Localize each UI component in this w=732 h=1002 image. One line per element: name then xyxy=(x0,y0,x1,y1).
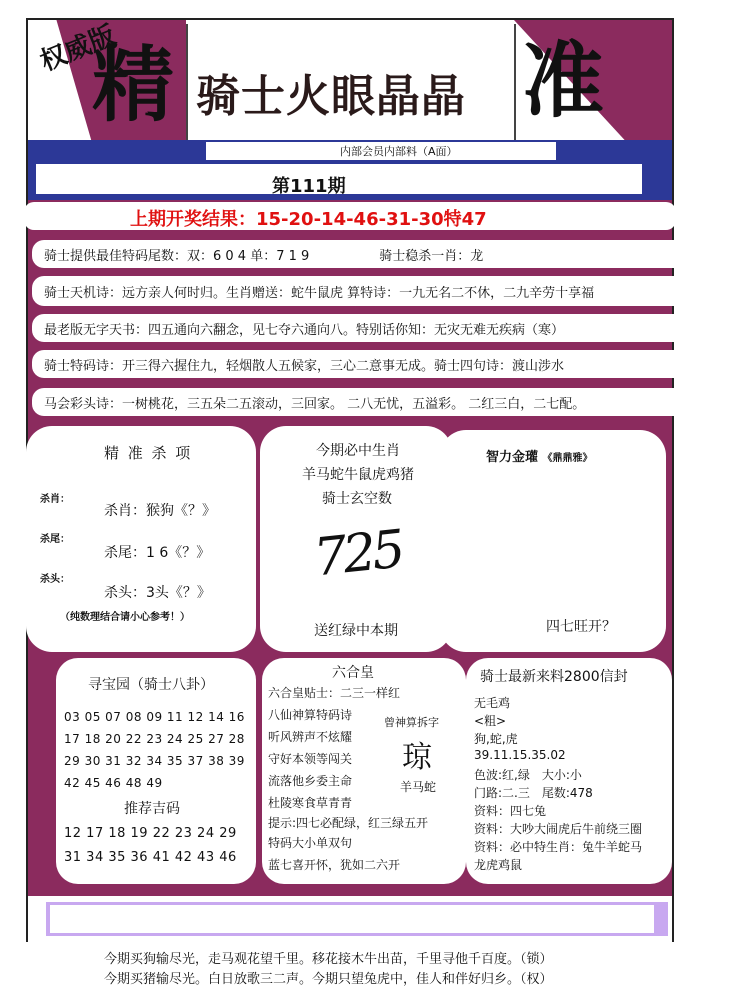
liuhe-side-label: 曾神算拆字 xyxy=(384,716,439,729)
info-line-4-text: 骑士特码诗：开三得六握住九，轻烟散人五候家，三心二意事无成。骑士四句诗：渡山涉水 xyxy=(44,358,565,374)
treasure-row-1: 03 05 07 08 09 11 12 14 16 xyxy=(64,710,245,724)
info-line-4 xyxy=(32,350,694,378)
info-line-1 xyxy=(32,240,694,268)
result-label: 上期开奖结果： xyxy=(130,209,256,230)
issue-number: 第111期 xyxy=(272,176,346,197)
liuhe-line-9: 蓝七喜开怀，犹如二六开 xyxy=(268,858,401,872)
letter-line-9: 资料：必中特生肖：兔牛羊蛇马 xyxy=(474,840,643,854)
treasure-row-3: 29 30 31 32 34 35 37 38 39 xyxy=(64,754,245,768)
info-line-3-text: 最老版无字天书：四五通向六翻念，见七夺六通向八。特别话你知：无灾无难无疾病（寒） xyxy=(44,322,565,338)
liuhe-line-6: 杜陵寒食草青青 xyxy=(268,796,353,810)
kill-head-text: 杀头：3头《？》 xyxy=(104,585,211,601)
kill-tail-text: 杀尾：1 6《？》 xyxy=(104,545,211,561)
letter-line-8: 资料：大吵大闹虎后牛前绕三圈 xyxy=(474,822,643,836)
info-line-5 xyxy=(32,388,694,416)
liuhe-line-8: 特码大小单双句 xyxy=(268,836,353,850)
letter-line-2: <粗> xyxy=(474,714,507,728)
info-line-5-text: 马会彩头诗：一树桃花，三五朵二五滚动，三回家。 二八无忧，五溢彩。 二红三白，二七配。 xyxy=(44,396,586,412)
kill-note: （纯数理结合请小心参考！） xyxy=(60,612,190,623)
zodiac-title: 今期必中生肖 xyxy=(316,443,400,459)
liuhe-side-animals: 羊马蛇 xyxy=(400,780,437,794)
handwritten-number: 725 xyxy=(311,519,405,589)
kill-tag-tail: 杀尾： xyxy=(40,534,70,545)
footer-line-1: 今期买狗输尽光，走马观花望千里。移花接木牛出苗，千里寻他千百度。（锁） xyxy=(104,952,553,967)
lucky-row-1: 12 17 18 19 22 23 24 29 xyxy=(64,826,237,841)
wisdom-title xyxy=(486,446,593,465)
right-big-char: 准 xyxy=(522,33,605,129)
treasure-title: 寻宝园（骑士八卦） xyxy=(88,677,214,693)
letter-line-7: 资料：四七兔 xyxy=(474,804,547,818)
kill-tag-head: 杀头： xyxy=(40,574,70,585)
kill-tag-zodiac: 杀肖： xyxy=(40,494,70,505)
info-line-1-text: 骑士提供最佳特码尾数：双：6 0 4 单：7 1 9 xyxy=(44,248,310,264)
letter-line-6: 门路:二.三 尾数:478 xyxy=(474,786,593,800)
lucky-title: 推荐吉码 xyxy=(124,801,180,817)
info-line-3 xyxy=(32,314,694,342)
info-line-1-extra: 骑士稳杀一肖：龙 xyxy=(379,248,484,264)
zodiac-footer: 送红绿中本期 xyxy=(314,623,398,639)
kill-panel-title: 精 准 杀 项 xyxy=(104,444,193,462)
wisdom-subtitle: 《鼎鼎雅》 xyxy=(542,453,593,464)
zodiac-animals: 羊马蛇牛鼠虎鸡猪 xyxy=(302,467,414,483)
letter-line-4: 39.11.15.35.02 xyxy=(474,748,566,762)
liuhe-line-4: 守好本领等闯关 xyxy=(268,752,353,766)
subtitle-text: 内部会员内部料（A面） xyxy=(340,145,458,158)
treasure-row-4: 42 45 46 48 49 xyxy=(64,776,163,790)
result-special: 特47 xyxy=(443,209,487,230)
info-line-2-text: 骑士天机诗：远方亲人何时归。生肖赠送：蛇牛鼠虎 算特诗：一九无名二不休，二九辛劳十享福 xyxy=(44,285,595,301)
lucky-row-2: 31 34 35 36 41 42 43 46 xyxy=(64,850,237,865)
result-text xyxy=(130,205,487,231)
left-big-char: 精 xyxy=(92,37,175,133)
letter-line-10: 龙虎鸡鼠 xyxy=(474,858,523,872)
liuhe-line-7: 提示:四七必配绿，红三绿五开 xyxy=(268,816,429,830)
liuhe-line-2: 八仙神算特码诗 xyxy=(268,708,353,722)
page-title: 骑士火眼晶晶 xyxy=(196,71,466,122)
wisdom-title-main: 智力金瓘 xyxy=(486,450,539,465)
liuhe-line-3: 听风辨声不炫耀 xyxy=(268,730,353,744)
footer-line-2: 今期买猪输尽光。白日放歌三二声。今期只望兔虎中，佳人和伴好归乡。（权） xyxy=(104,972,553,987)
letter-line-1: 无毛鸡 xyxy=(474,696,511,710)
letter-line-5: 色波:红,绿 大小:小 xyxy=(474,768,582,782)
result-numbers: 15-20-14-46-31-30 xyxy=(256,209,444,230)
letter-title: 骑士最新来料2800信封 xyxy=(480,669,628,685)
liuhe-line-1: 六合皇贴士：二三一样红 xyxy=(268,686,401,700)
footer-inner-box xyxy=(50,905,654,933)
letter-line-3: 狗,蛇,虎 xyxy=(474,732,518,746)
mystery-number-title: 骑士玄空数 xyxy=(322,491,392,507)
treasure-row-2: 17 18 20 22 23 24 25 27 28 xyxy=(64,732,245,746)
wisdom-answer: 四七旺开？ xyxy=(546,619,616,635)
liuhe-line-5: 流落他乡委主命 xyxy=(268,774,353,788)
liuhe-side-char: 琼 xyxy=(402,740,432,775)
liuhe-title: 六合皇 xyxy=(332,665,374,681)
kill-zodiac-text: 杀肖：猴狗《？》 xyxy=(104,503,216,519)
info-line-2 xyxy=(32,276,694,306)
badge-text: 权威版 xyxy=(36,20,120,78)
